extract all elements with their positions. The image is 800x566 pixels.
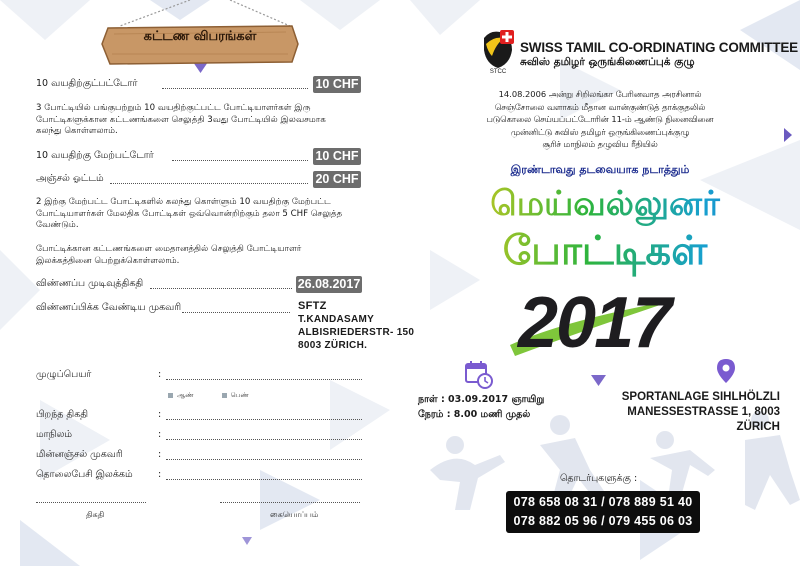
postal-address: SFTZ T.KANDASAMY ALBISRIEDERSTR- 150 8003 ZÜRICH.	[298, 300, 415, 351]
org-name-english: SWISS TAMIL CO-ORDINATING COMMITTEE	[520, 40, 798, 55]
leader-dots	[162, 88, 308, 89]
triangle-marker	[784, 128, 792, 142]
location-pin-icon	[716, 358, 736, 384]
address-label: விண்ணப்பிக்க வேண்டிய முகவரி	[36, 302, 182, 313]
intro-text: 14.08.2006 அன்று சிறிலங்கா பேரினவாத அரசினால் செஞ்சோலை வளாகம் மீதான வான்குண்டுத் தாக்குதலில் படுகொலை செய்யப்பட்டோரின் 11-ம் ஆண்டு நினைவினை முன்னிட்டு சுவிஸ் தமிழர் ஒருங்கிணைப்புக்குழு சூரிச் மாநிலம் தழுவிய ரீதியில்	[486, 89, 714, 149]
triangle-marker	[591, 375, 606, 386]
dob-label: பிறந்த திகதி	[36, 409, 89, 420]
deadline-badge: 26.08.2017	[297, 277, 361, 291]
fee-details-heading: கட்டண விபரங்கள்	[143, 29, 257, 44]
phone-numbers-box	[506, 491, 700, 533]
calendar-clock-icon	[464, 360, 494, 390]
dob-input-line[interactable]	[166, 419, 362, 420]
under10-price-badge: 10 CHF	[313, 76, 361, 93]
event-title-line1: மெய்வல்லுனர்	[440, 184, 770, 228]
fullname-input-line[interactable]	[166, 379, 362, 380]
phone-numbers-line1: 078 658 08 31 / 078 889 51 40	[513, 495, 693, 509]
leader-dots	[172, 160, 308, 161]
event-year: 2017	[518, 283, 671, 363]
over10-label: 10 வயதிற்கு மேற்பட்டோர்	[36, 150, 154, 161]
event-title-line2: போட்டிகள்	[440, 228, 770, 279]
date-signature-line[interactable]	[36, 502, 146, 503]
event-date: நாள் : 03.09.2017 ஞாயிறு	[418, 394, 545, 405]
phone-input-line[interactable]	[166, 479, 362, 480]
payment-note: போட்டிக்கான கட்டணங்களை மைதானத்தில் செலுத்தி போட்டியாளர் இலக்கத்தினை பெற்றுக்கொள்ளலாம்.	[36, 244, 302, 266]
email-label: மின்னஞ்சல் முகவரி	[36, 449, 123, 460]
contact-label: தொடர்புகளுக்கு :	[560, 473, 638, 484]
phone-numbers-line2: 078 882 05 96 / 079 455 06 03	[513, 514, 693, 528]
leader-dots	[182, 312, 290, 313]
venue-address: SPORTANLAGE SIHLHÖLZLI MANESSESTRASSE 1, 8003 ZÜRICH	[621, 391, 780, 433]
event-subheading: இரண்டாவது தடவையாக நடாத்தும்	[510, 163, 690, 176]
extra-fee-note: 2 இற்கு மேற்பட்ட போட்டிகளில் கலந்து கொள்ளும் 10 வயதிற்கு மேற்பட்ட போட்டியாளர்கள் மேலதிக போட்டிகள் ஒவ்வொன்றிற்கும் தலா 5 CHF செலுத்த வேண்டும்.	[36, 197, 343, 230]
under10-note: 3 போட்டியில் பங்குபற்றும் 10 வயதிற்குட்பட்ட போட்டியாளர்கள் இரு போட்டிகளுக்கான கட்டணங்களை செலுத்தி 3வது போட்டியில் இலவசமாக கலந்து கொள்ளலாம்.	[36, 103, 326, 136]
over10-price-badge: 10 CHF	[313, 148, 361, 165]
phone-label: தொலைபேசி இலக்கம்	[36, 469, 133, 480]
fullname-label: முழுப்பெயர்	[36, 369, 92, 380]
signature-line[interactable]	[220, 502, 360, 503]
under10-label: 10 வயதிற்குட்பட்டோர்	[36, 78, 138, 89]
relay-label: அஞ்சல் ஓட்டம்	[36, 173, 104, 184]
male-checkbox[interactable]	[168, 393, 173, 398]
event-time: நேரம் : 8.00 மணி முதல்	[418, 409, 531, 420]
swiss-cross-logo-icon	[480, 28, 516, 74]
leader-dots	[150, 288, 292, 289]
leader-dots	[110, 183, 308, 184]
triangle-marker	[242, 537, 252, 545]
female-checkbox[interactable]	[222, 393, 227, 398]
relay-price-badge: 20 CHF	[313, 171, 361, 188]
gender-options: ஆண் பெண்	[168, 391, 249, 400]
signature-caption: கையொப்பம்	[270, 510, 319, 519]
canton-input-line[interactable]	[166, 439, 362, 440]
email-input-line[interactable]	[166, 459, 362, 460]
canton-label: மாநிலம்	[36, 429, 73, 440]
org-name-tamil: சுவிஸ் தமிழர் ஒருங்கிணைப்புக் குழு	[520, 56, 695, 68]
date-caption: திகதி	[86, 510, 105, 519]
deadline-label: விண்ணப்ப முடிவுத்திகதி	[36, 278, 144, 289]
svg-text:STCC: STCC	[489, 69, 507, 74]
